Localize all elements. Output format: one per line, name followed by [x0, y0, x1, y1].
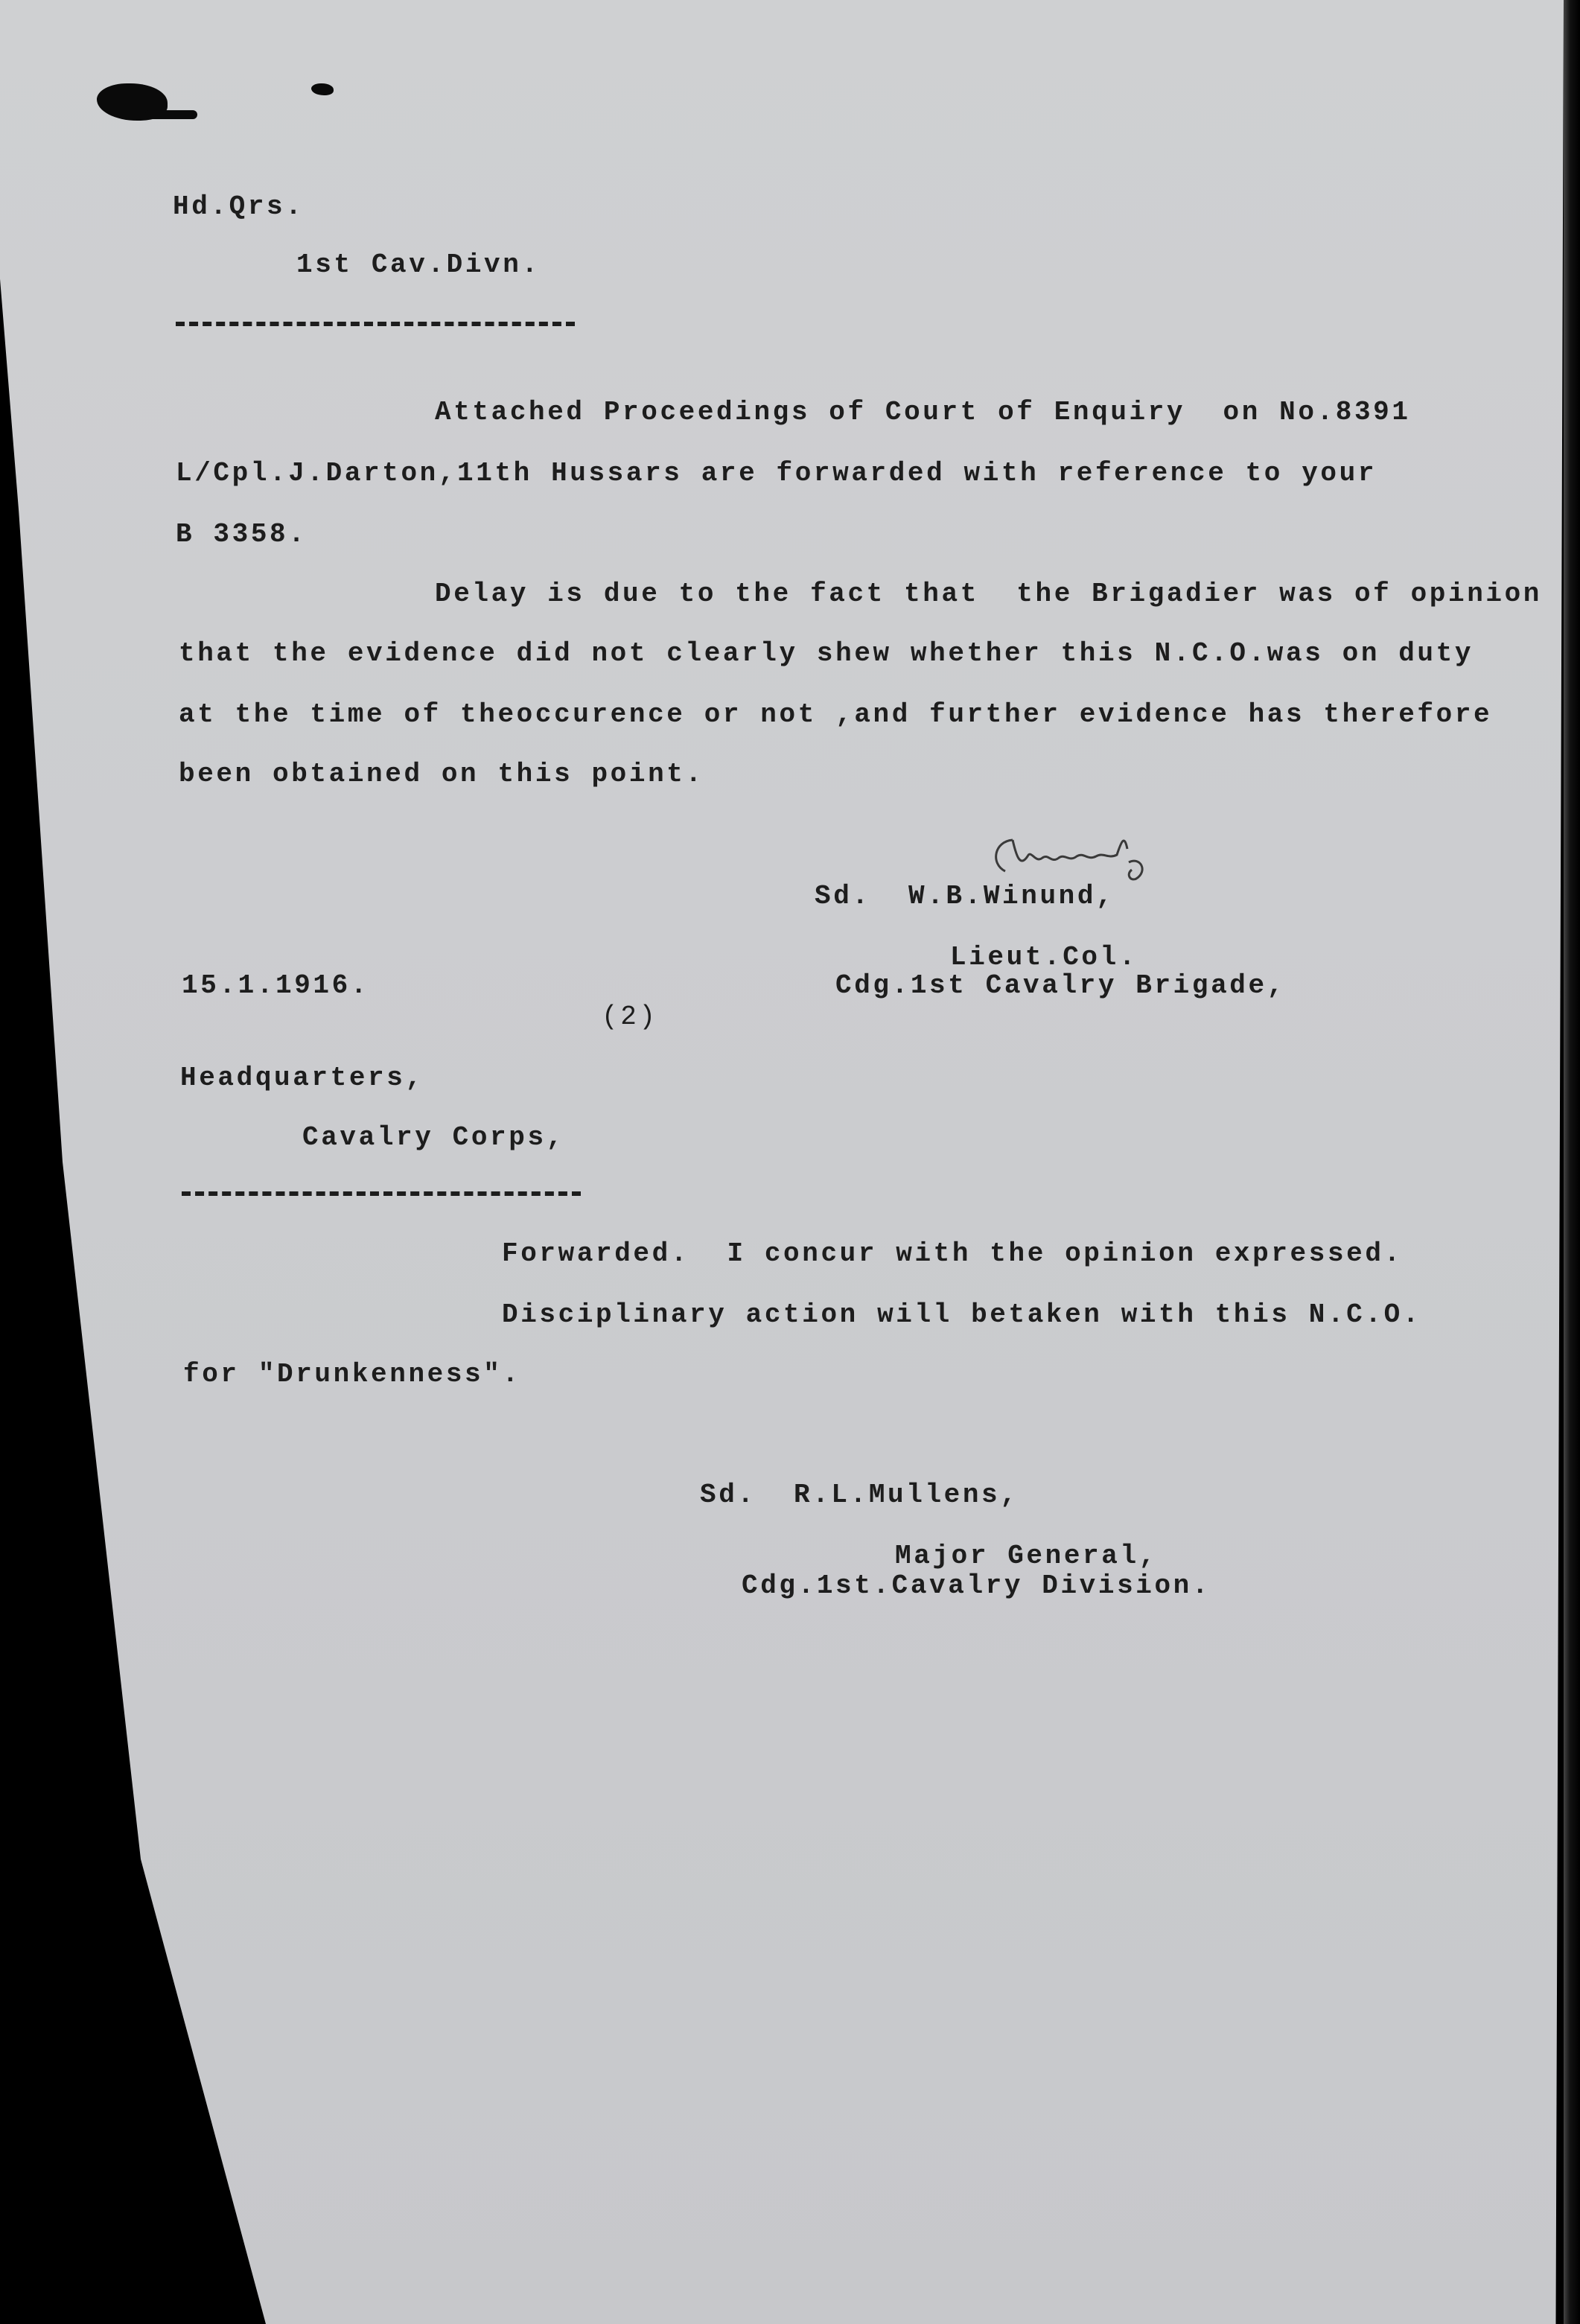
body-line-4: Delay is due to the fact that the Brigadier was of opinion	[435, 579, 1543, 609]
body-line-5: that the evidence did not clearly shew whether this N.C.O.was on duty	[179, 638, 1474, 669]
signature-2: Sd. R.L.Mullens,	[700, 1480, 1019, 1510]
dashed-rule	[176, 322, 575, 326]
body-line-6: at the time of theoccurence or not ,and further evidence has therefore	[179, 699, 1493, 730]
body-line-3: for "Drunkenness".	[183, 1359, 521, 1389]
rank-2: Major General,	[895, 1541, 1158, 1571]
heading-headquarters: Headquarters,	[180, 1063, 424, 1093]
heading-cav-divn: 1st Cav.Divn.	[296, 249, 541, 280]
body-line-1: Attached Proceedings of Court of Enquiry on No.8391	[435, 397, 1411, 427]
dashed-rule	[182, 1191, 581, 1196]
heading-hdqrs: Hd.Qrs.	[173, 191, 305, 222]
heading-cavalry-corps: Cavalry Corps,	[302, 1122, 565, 1153]
body-line-2: L/Cpl.J.Darton,11th Hussars are forwarded with reference to your	[176, 458, 1377, 488]
signature-1: Sd. W.B.Winund,	[815, 881, 1115, 911]
body-line-3: B 3358.	[176, 519, 308, 550]
appointment-2: Cdg.1st.Cavalry Division.	[742, 1570, 1211, 1601]
body-line-2: Disciplinary action will betaken with this N.C.O.	[502, 1299, 1421, 1330]
scan-edge	[1564, 0, 1580, 2324]
date: 15.1.1916.	[182, 970, 370, 1001]
body-line-7: been obtained on this point.	[179, 759, 704, 789]
body-line-1: Forwarded. I concur with the opinion expressed.	[502, 1238, 1403, 1269]
appointment-1: Cdg.1st Cavalry Brigade,	[835, 970, 1286, 1001]
endorsement-number: (2)	[602, 1002, 658, 1032]
ink-blot	[145, 110, 197, 119]
rank-1: Lieut.Col.	[950, 942, 1138, 972]
